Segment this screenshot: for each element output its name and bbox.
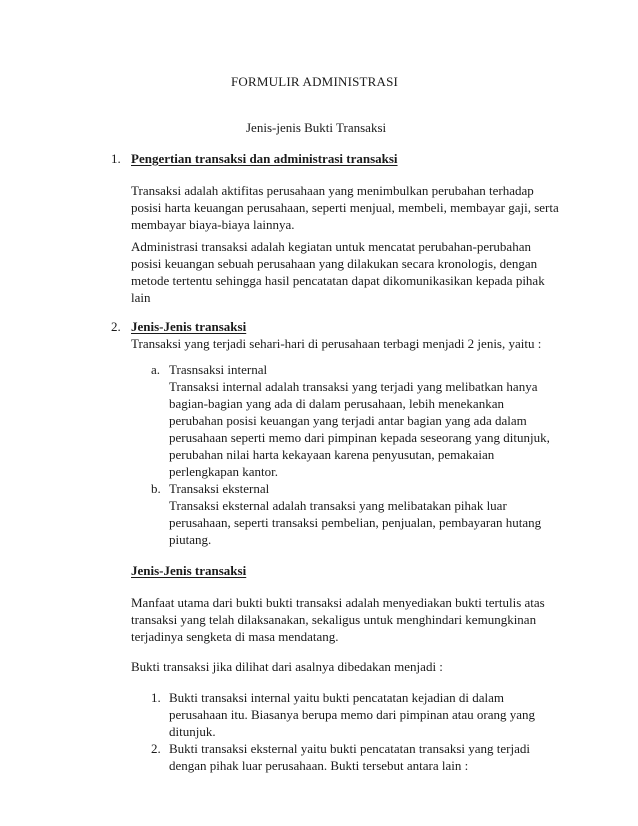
item-a-line: bagian-bagian yang ada di dalam perusahaan, lebih menekankan: [169, 396, 504, 411]
item-a-line: perubahan posisi keuangan yang terjadi antar bagian yang ada dalam: [169, 413, 527, 428]
s1-p1-line: posisi harta keuangan perusahaan, seperti menjual, membeli, membayar gaji, serta: [131, 200, 559, 215]
section-2-number: 2.: [111, 319, 121, 334]
s1-p2-line: Administrasi transaksi adalah kegiatan untuk mencatat perubahan-perubahan: [131, 239, 531, 254]
s1-p2-line: metode tertentu sehingga hasil pencatatan dapat dikomunikasikan kepada pihak: [131, 273, 545, 288]
s1-p1-line: Transaksi adalah aktifitas perusahaan yang menimbulkan perubahan terhadap: [131, 183, 534, 198]
s1-p2-line: lain: [131, 290, 151, 305]
s3-p1-line: transaksi yang telah dilaksanakan, sekaligus untuk menghindari kemungkinan: [131, 612, 537, 627]
section-3-heading: Jenis-Jenis transaksi: [131, 563, 247, 578]
s1-p1-line: membayar biaya-biaya lainnya.: [131, 217, 295, 232]
list-marker-1: 1.: [151, 690, 161, 705]
item-a-line: perlengkapan kantor.: [169, 464, 279, 479]
item-a-line: perubahan nilai harta kekayaan karena penyusutan, pemakaian: [169, 447, 495, 462]
s3-p2: Bukti transaksi jika dilihat dari asalnya dibedakan menjadi :: [131, 659, 443, 674]
item-a-line: Trasnsaksi internal: [169, 362, 268, 377]
item-2-line: Bukti transaksi eksternal yaitu bukti pencatatan transaksi yang terjadi: [169, 741, 531, 756]
item-b-line: perusahaan, seperti transaksi pembelian, penjualan, pembayaran hutang: [169, 515, 542, 530]
item-b-line: Transaksi eksternal: [169, 481, 270, 496]
list-marker-a: a.: [151, 362, 161, 377]
item-b-line: Transaksi eksternal adalah transaksi yang melibatakan pihak luar: [169, 498, 507, 513]
item-a-line: Transaksi internal adalah transaksi yang terjadi yang melibatkan hanya: [169, 379, 538, 394]
item-2-line: dengan pihak luar perusahaan. Bukti tersebut antara lain :: [169, 758, 469, 773]
page-title: FORMULIR ADMINISTRASI: [231, 74, 399, 89]
item-b-line: piutang.: [169, 532, 212, 547]
section-1-number: 1.: [111, 151, 121, 166]
section-2-heading: Jenis-Jenis transaksi: [131, 319, 247, 334]
item-a-line: perusahaan seperti memo dari pimpinan kepada seseorang yang ditunjuk,: [169, 430, 550, 445]
s3-p1-line: Manfaat utama dari bukti bukti transaksi adalah menyediakan bukti tertulis atas: [131, 595, 545, 610]
section-2-intro: Transaksi yang terjadi sehari-hari di perusahaan terbagi menjadi 2 jenis, yaitu :: [131, 336, 542, 351]
list-marker-b: b.: [151, 481, 161, 496]
page-subtitle: Jenis-jenis Bukti Transaksi: [246, 120, 387, 135]
section-1-heading: Pengertian transaksi dan administrasi transaksi: [131, 151, 398, 166]
s3-p1-line: terjadinya sengketa di masa mendatang.: [131, 629, 339, 644]
item-1-line: ditunjuk.: [169, 724, 216, 739]
s1-p2-line: posisi keuangan sebuah perusahaan yang dilakukan secara kronologis, dengan: [131, 256, 538, 271]
item-1-line: perusahaan itu. Biasanya berupa memo dari pimpinan atau orang yang: [169, 707, 536, 722]
item-1-line: Bukti transaksi internal yaitu bukti pencatatan kejadian di dalam: [169, 690, 505, 705]
list-marker-2: 2.: [151, 741, 161, 756]
